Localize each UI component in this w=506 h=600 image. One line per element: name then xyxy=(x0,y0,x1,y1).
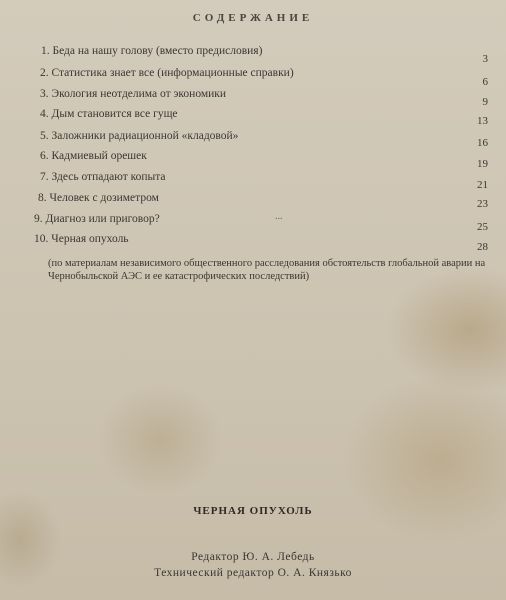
toc-item-title: 9. Диагноз или приговор? xyxy=(34,213,160,225)
toc-item-page: 3 xyxy=(482,53,488,65)
toc-item-page: 28 xyxy=(477,241,488,253)
toc-item-page: 13 xyxy=(477,115,488,127)
toc-item xyxy=(0,88,506,108)
toc-item xyxy=(0,213,506,233)
toc-item-page: 16 xyxy=(477,137,488,149)
toc-item-title: 2. Статистика знает все (информационные справки) xyxy=(40,67,294,79)
toc-item-title: 6. Кадмиевый орешек xyxy=(40,150,147,162)
toc-item-page: 6 xyxy=(482,76,488,88)
toc-item-page: 19 xyxy=(477,158,488,170)
toc-item-page: 21 xyxy=(477,179,488,191)
chapter-note: (по материалам независимого общественного расследования обстоятельств глобальной аварии на Чернобыльской АЭС и ее катастрофических последствий) xyxy=(48,258,486,282)
toc-item xyxy=(0,171,506,191)
toc-item-title: 3. Экология неотделима от экономики xyxy=(40,88,227,100)
stray-mark: ... xyxy=(275,211,283,222)
toc-item xyxy=(0,233,506,253)
toc-item xyxy=(0,45,506,65)
book-title: ЧЕРНАЯ ОПУХОЛЬ xyxy=(193,505,313,517)
toc-item xyxy=(0,150,506,170)
toc-item-page: 23 xyxy=(477,198,488,210)
toc-item-title: 5. Заложники радиационной «кладовой» xyxy=(40,130,239,142)
toc-item xyxy=(0,192,506,212)
toc-item-title: 7. Здесь отпадают копыта xyxy=(40,171,166,183)
editor-credit: Редактор Ю. А. Лебедь xyxy=(191,551,315,563)
toc-item xyxy=(0,108,506,128)
toc-item xyxy=(0,130,506,150)
toc-item-title: 4. Дым становится все гуще xyxy=(40,108,178,120)
tech-editor-credit: Технический редактор О. А. Князько xyxy=(154,567,352,579)
toc-item-title: 1. Беда на нашу голову (вместо предисловия) xyxy=(41,45,263,57)
toc-item-title: 8. Человек с дозиметром xyxy=(38,192,159,204)
toc-item-page: 9 xyxy=(482,96,488,108)
toc-item-page: 25 xyxy=(477,221,488,233)
contents-heading: СОДЕРЖАНИЕ xyxy=(192,12,314,24)
toc-item xyxy=(0,67,506,87)
toc-item-title: 10. Черная опухоль xyxy=(34,233,129,245)
